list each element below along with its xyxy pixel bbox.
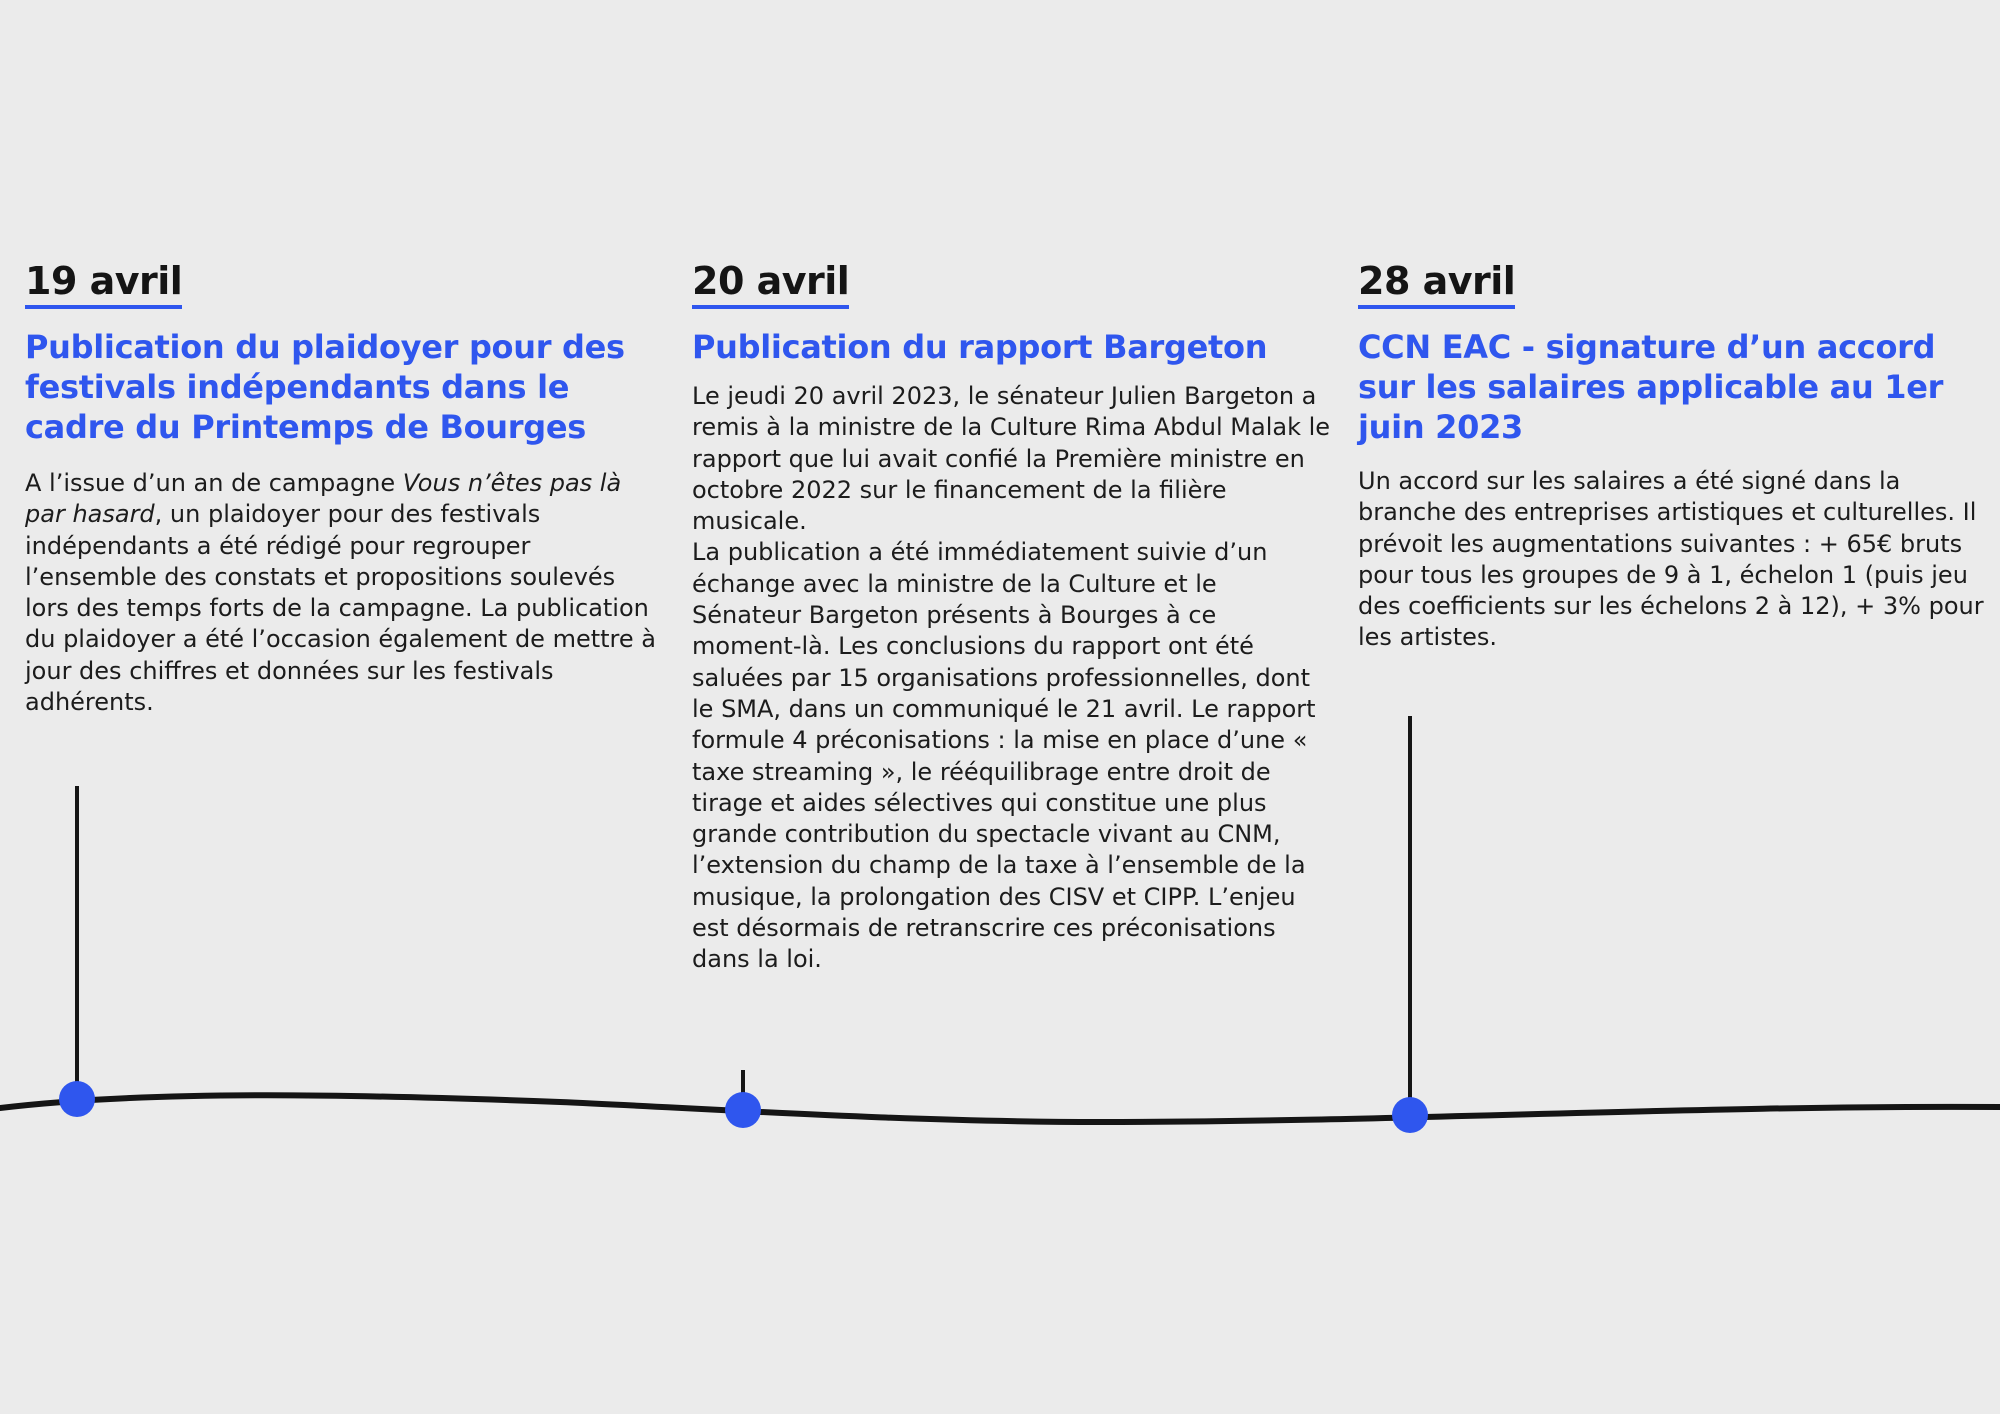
event-description: Le jeudi 20 avril 2023, le sénateur Julien Bargeton a remis à la ministre de la Culture Rima Abdul Malak le rapport que lui avait confié la Première ministre en octobre 2022 sur le financement de la filière musicale. La publication a été immédiatement suivie d’un échange avec la ministre de la Culture et le Sénateur Bargeton présents à Bourges à ce moment-là. Les conclusions du rapport ont été saluées par 15 organisations professionnelles, dont le SMA, dans un communiqué le 21 avril. Le rapport formule 4 préconisations : la mise en place d’une « taxe streaming », le rééquilibrage entre droit de tirage et aides sélectives qui constitue une plus grande contribution du spectacle vivant au CNM, l’extension du champ de la taxe à l’ensemble de la musique, la prolongation des CISV et CIPP. L’enjeu est désormais de retranscrire ces préconisations dans la loi. — [692, 382, 1331, 974]
event-title: Publication du rapport Bargeton — [692, 328, 1268, 366]
event-description: Un accord sur les salaires a été signé dans la branche des entreprises artistiques et culturelles. Il prévoit les augmentations suivantes : + 65€ bruts pour tous les groupes de 9 à 1, échelon 1 (puis jeu des coefficients sur les échelons 2 à 12), + 3% pour les artistes. — [1358, 467, 1984, 652]
timeline-dot-28-avril — [1392, 1097, 1428, 1133]
event-title: CCN EAC - signature d’un accord sur les salaires applicable au 1er juin 2023 — [1358, 328, 1944, 446]
timeline-dot-19-avril — [59, 1081, 95, 1117]
campaign-name: Vous n’êtes pas là par hasard — [25, 469, 622, 529]
event-description-text: , un plaidoyer pour des festivals indépendants a été rédigé pour regrouper l’ensemble des constats et propositions soulevés lors des temps forts de la campagne. La publication du plaidoyer a été l’occasion également de mettre à jour des chiffres et données sur les festivals adhérents. — [25, 500, 656, 717]
event-date: 20 avril — [692, 258, 849, 309]
timeline-event-20-avril — [692, 258, 1332, 976]
timeline-dot-20-avril — [725, 1092, 761, 1128]
event-title: Publication du plaidoyer pour des festivals indépendants dans le cadre du Printemps de Bourges — [25, 328, 625, 446]
timeline-event-19-avril — [25, 258, 665, 718]
event-description-text: A l’issue d’un an de campagne — [25, 469, 403, 497]
event-description — [25, 468, 665, 718]
event-date: 28 avril — [1358, 258, 1515, 309]
timeline-wave-line — [0, 1095, 2000, 1122]
timeline-event-28-avril — [1358, 258, 1998, 654]
event-date: 19 avril — [25, 258, 182, 309]
